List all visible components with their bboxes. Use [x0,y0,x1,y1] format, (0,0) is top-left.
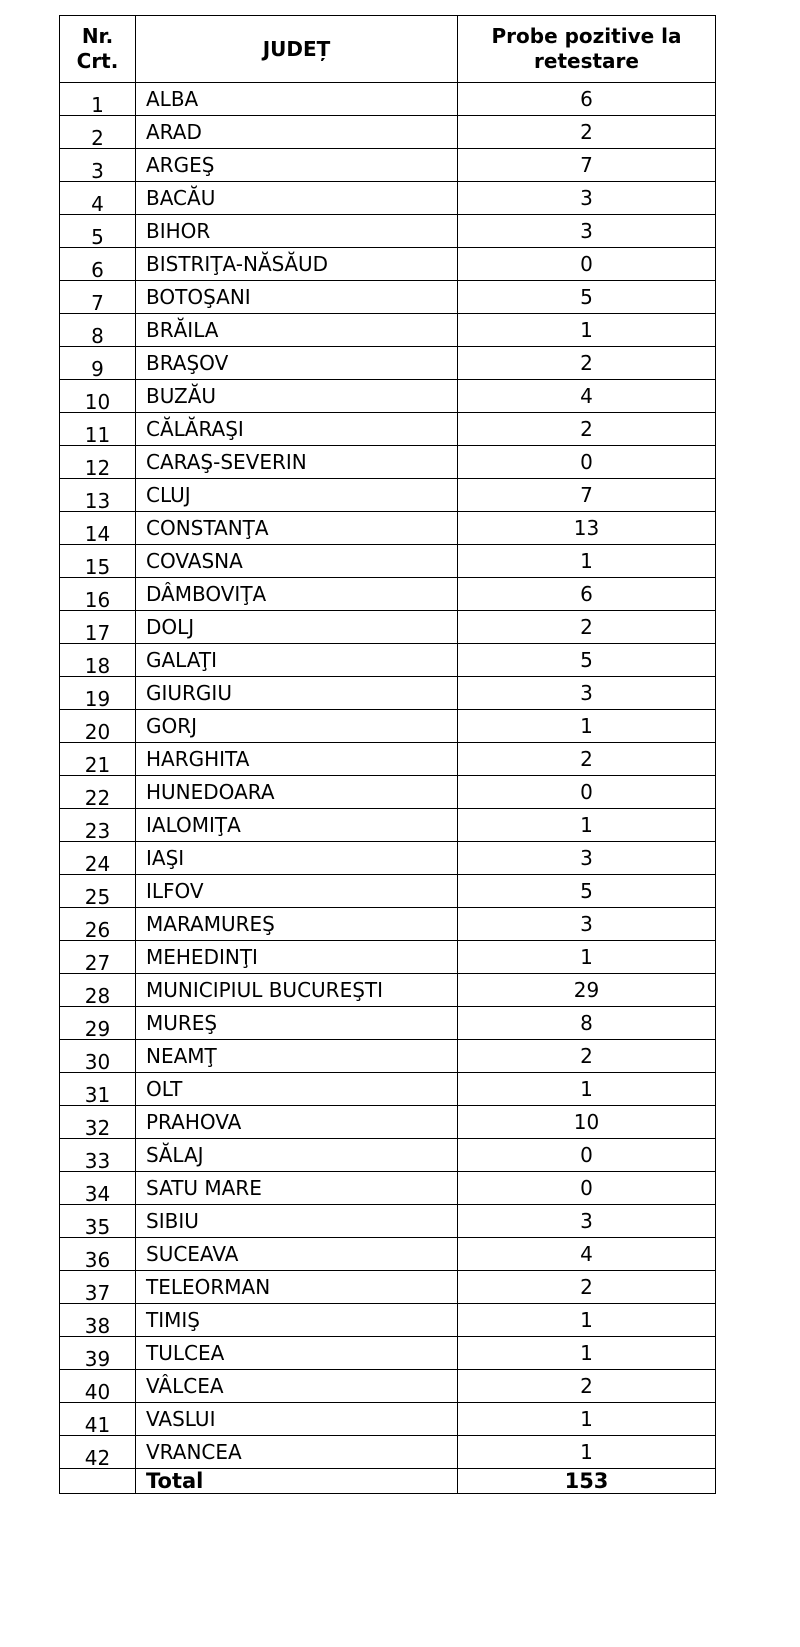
row-number: 10 [60,380,136,413]
table-row [60,512,716,545]
positive-count: 1 [458,545,716,578]
county-name: SIBIU [136,1205,458,1238]
positive-count: 1 [458,941,716,974]
county-name: COVASNA [136,545,458,578]
positive-retests-table [59,15,716,1494]
table-row [60,677,716,710]
table-row [60,1139,716,1172]
table-row [60,842,716,875]
row-number: 36 [60,1238,136,1271]
row-number: 42 [60,1436,136,1469]
county-name: IALOMIŢA [136,809,458,842]
county-name: VÂLCEA [136,1370,458,1403]
county-name: TELEORMAN [136,1271,458,1304]
table-row [60,908,716,941]
table-row [60,1337,716,1370]
table-row [60,875,716,908]
positive-count: 0 [458,1139,716,1172]
row-number: 41 [60,1403,136,1436]
table-row [60,314,716,347]
positive-count: 2 [458,413,716,446]
table-row [60,776,716,809]
row-number: 9 [60,347,136,380]
table-row [60,1040,716,1073]
table-row [60,479,716,512]
row-number: 33 [60,1139,136,1172]
county-name: MARAMUREŞ [136,908,458,941]
county-name: SĂLAJ [136,1139,458,1172]
positive-count: 2 [458,347,716,380]
table-row [60,116,716,149]
positive-count: 7 [458,149,716,182]
table-row [60,1271,716,1304]
row-number: 31 [60,1073,136,1106]
county-name: HUNEDOARA [136,776,458,809]
row-number: 8 [60,314,136,347]
county-name: BUZĂU [136,380,458,413]
table-row [60,1436,716,1469]
positive-count: 2 [458,743,716,776]
row-number: 26 [60,908,136,941]
row-number: 4 [60,182,136,215]
county-name: PRAHOVA [136,1106,458,1139]
table-row [60,1205,716,1238]
county-name: CONSTANŢA [136,512,458,545]
row-number: 17 [60,611,136,644]
table-row [60,743,716,776]
row-number: 15 [60,545,136,578]
county-name: VASLUI [136,1403,458,1436]
positive-count: 2 [458,1370,716,1403]
positive-count: 1 [458,809,716,842]
table-row [60,1172,716,1205]
positive-count: 3 [458,677,716,710]
positive-count: 1 [458,1337,716,1370]
county-name: HARGHITA [136,743,458,776]
row-number: 14 [60,512,136,545]
row-number: 5 [60,215,136,248]
positive-count: 3 [458,908,716,941]
table-row [60,1106,716,1139]
row-number: 35 [60,1205,136,1238]
total-value: 153 [458,1469,716,1494]
county-name: TIMIŞ [136,1304,458,1337]
county-name: CARAŞ-SEVERIN [136,446,458,479]
table-row [60,644,716,677]
county-name: IAŞI [136,842,458,875]
county-name: GALAŢI [136,644,458,677]
row-number: 23 [60,809,136,842]
row-number: 30 [60,1040,136,1073]
positive-count: 0 [458,248,716,281]
positive-count: 29 [458,974,716,1007]
table-row [60,83,716,116]
table-row [60,545,716,578]
row-number: 39 [60,1337,136,1370]
row-number: 16 [60,578,136,611]
table-row [60,1403,716,1436]
county-name: BACĂU [136,182,458,215]
table-row [60,1007,716,1040]
county-name: NEAMŢ [136,1040,458,1073]
positive-count: 3 [458,842,716,875]
positive-count: 1 [458,1304,716,1337]
positive-count: 1 [458,710,716,743]
table-row [60,974,716,1007]
county-name: MUNICIPIUL BUCUREŞTI [136,974,458,1007]
table-row [60,1073,716,1106]
table-row [60,578,716,611]
positive-count: 1 [458,1403,716,1436]
county-name: BRAŞOV [136,347,458,380]
table-row [60,710,716,743]
positive-count: 2 [458,116,716,149]
positive-count: 8 [458,1007,716,1040]
positive-count: 2 [458,1271,716,1304]
county-name: GIURGIU [136,677,458,710]
table-row [60,809,716,842]
positive-count: 7 [458,479,716,512]
row-number: 20 [60,710,136,743]
positive-count: 3 [458,182,716,215]
county-name: DOLJ [136,611,458,644]
table-row [60,1238,716,1271]
header-nr-line1: Nr. [81,24,114,48]
county-name: DÂMBOVIŢA [136,578,458,611]
positive-count: 6 [458,578,716,611]
positive-count: 3 [458,215,716,248]
positive-count: 1 [458,1073,716,1106]
row-number: 22 [60,776,136,809]
row-number: 2 [60,116,136,149]
table-row [60,941,716,974]
county-name: ARAD [136,116,458,149]
row-number: 13 [60,479,136,512]
county-name: GORJ [136,710,458,743]
row-number: 34 [60,1172,136,1205]
row-number: 40 [60,1370,136,1403]
county-name: MEHEDINŢI [136,941,458,974]
positive-count: 13 [458,512,716,545]
positive-count: 5 [458,875,716,908]
row-number: 37 [60,1271,136,1304]
row-number: 27 [60,941,136,974]
table-row [60,281,716,314]
county-name: SUCEAVA [136,1238,458,1271]
positive-count: 1 [458,1436,716,1469]
header-judet: JUDEȚ [136,16,458,83]
county-name: BRĂILA [136,314,458,347]
header-probe-line1: Probe pozitive la [491,24,682,48]
table-row [60,347,716,380]
table-row [60,380,716,413]
total-label: Total [136,1469,458,1494]
county-name: ILFOV [136,875,458,908]
header-probe-line2: retestare [534,49,639,73]
positive-count: 1 [458,314,716,347]
table-row [60,215,716,248]
county-name: ARGEŞ [136,149,458,182]
county-name: SATU MARE [136,1172,458,1205]
positive-count: 6 [458,83,716,116]
county-name: BISTRIŢA-NĂSĂUD [136,248,458,281]
row-number: 3 [60,149,136,182]
table-header-row [60,16,716,83]
row-number: 11 [60,413,136,446]
positive-count: 3 [458,1205,716,1238]
header-probe-pozitive [458,16,716,83]
table-body [60,83,716,1469]
row-number: 29 [60,1007,136,1040]
positive-count: 4 [458,1238,716,1271]
row-number: 32 [60,1106,136,1139]
header-nr-crt [60,16,136,83]
total-nr-cell [60,1469,136,1494]
row-number: 24 [60,842,136,875]
county-name: ALBA [136,83,458,116]
positive-count: 5 [458,281,716,314]
table-row [60,248,716,281]
county-name: BOTOŞANI [136,281,458,314]
county-name: CLUJ [136,479,458,512]
row-number: 1 [60,83,136,116]
total-row [60,1469,716,1494]
row-number: 18 [60,644,136,677]
table-row [60,149,716,182]
positive-count: 0 [458,776,716,809]
positive-count: 0 [458,446,716,479]
county-name: TULCEA [136,1337,458,1370]
county-name: CĂLĂRAŞI [136,413,458,446]
row-number: 28 [60,974,136,1007]
positive-count: 10 [458,1106,716,1139]
header-nr-line2: Crt. [76,49,119,73]
positive-count: 5 [458,644,716,677]
county-name: OLT [136,1073,458,1106]
county-name: VRANCEA [136,1436,458,1469]
row-number: 12 [60,446,136,479]
table-row [60,1370,716,1403]
positive-count: 4 [458,380,716,413]
positive-count: 2 [458,611,716,644]
table-row [60,413,716,446]
table-row [60,446,716,479]
table-row [60,611,716,644]
row-number: 7 [60,281,136,314]
row-number: 25 [60,875,136,908]
county-name: MUREŞ [136,1007,458,1040]
table-row [60,182,716,215]
row-number: 21 [60,743,136,776]
positive-count: 0 [458,1172,716,1205]
row-number: 6 [60,248,136,281]
positive-count: 2 [458,1040,716,1073]
county-name: BIHOR [136,215,458,248]
row-number: 19 [60,677,136,710]
row-number: 38 [60,1304,136,1337]
table-row [60,1304,716,1337]
